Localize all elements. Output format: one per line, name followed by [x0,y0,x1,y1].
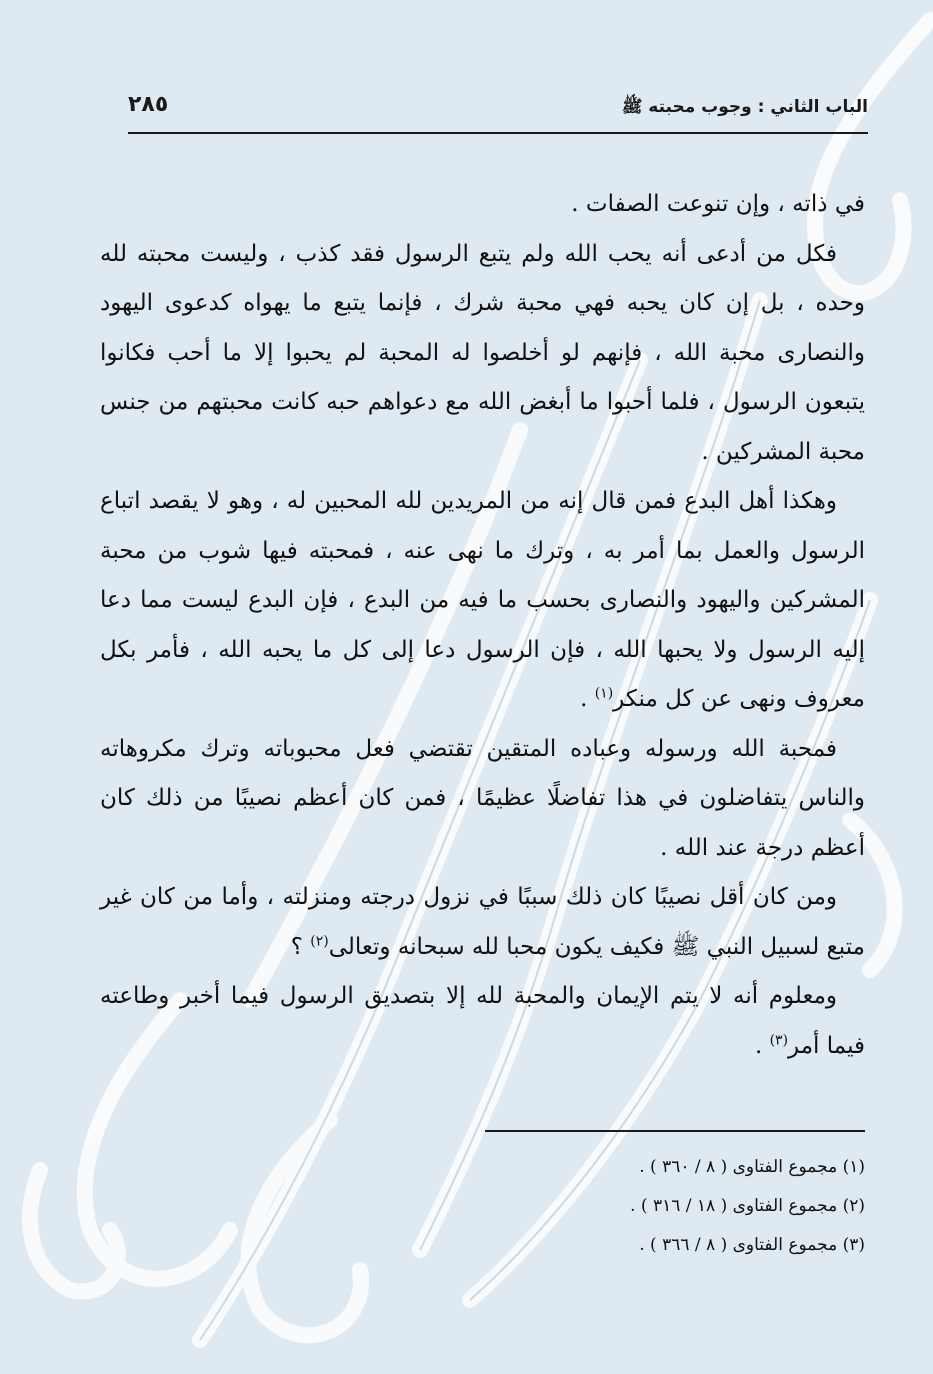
footnotes [420,1148,865,1265]
footnote-marker: (١) [594,685,614,702]
footnote: (٢) مجموع الفتاوى ( ١٨ / ٣١٦ ) . [630,1196,865,1216]
header-divider [128,132,868,134]
footnote: (٣) مجموع الفتاوى ( ٨ / ٣٦٦ ) . [639,1235,865,1255]
paragraph: فمحبة الله ورسوله وعباده المتقين تقتضي فعل محبوباته وترك مكروهاته والناس يتفاضلون في هذا تفاضلًا عظيمًا ، فمن كان أعظم نصيبًا من ذلك كان أعظم درجة عند الله . [100,735,865,861]
paragraph: فكل من أدعى أنه يحب الله ولم يتبع الرسول فقد كذب ، وليست محبته لله وحده ، بل إن كان يحبه فهي محبة شرك ، فإنما يتبع ما يهواه كدعوى اليهود والنصارى محبة الله ، فإنهم لو أخلصوا له المحبة لم يحبوا إلا ما أحب فكانوا يتبعون الرسول ، فلما أحبوا ما أبغض الله مع دعواهم حبه كانت محبتهم من جنس محبة المشركين . [100,240,865,465]
paragraph: ومعلوم أنه لا يتم الإيمان والمحبة لله إلا بتصديق الرسول فيما أخبر وطاعته فيما أمر$^{(٣)}$ . [100,983,865,1059]
footnote-marker: (٣) [769,1031,789,1048]
paragraph: وهكذا أهل البدع فمن قال إنه من المريدين لله المحبين له ، وهو لا يقصد اتباع الرسول والعمل بما أمر به ، وترك ما نهى عنه ، فمحبته فيها شوب من محبة المشركين واليهود والنصارى بحسب ما فيه من البدع ، فإن البدع ليست مما دعا إليه الرسول ولا يحبها الله ، فإن الرسول دعا إلى كل ما يحبه الله ، فأمر بكل معروف ونهى عن كل منكر$^{(١)}$ . [100,488,865,712]
main-text [100,180,865,1071]
paragraph: ومن كان أقل نصيبًا كان ذلك سببًا في نزول درجته ومنزلته ، وأما من كان غير متبع لسبيل النبي ﷺ فكيف يكون محبا لله سبحانه وتعالى$^{(٢)}$ ؟ [100,884,865,960]
paragraph: في ذاته ، وإن تنوعت الصفات . [571,191,865,217]
running-header [128,92,868,130]
chapter-title: الباب الثاني : وجوب محبته ﷺ [621,97,868,117]
page-number: ٢٨٥ [128,92,169,117]
footnote-marker: (٢) [310,932,329,949]
footnote: (١) مجموع الفتاوى ( ٨ / ٣٦٠ ) . [639,1157,865,1177]
footnote-divider [485,1130,865,1132]
